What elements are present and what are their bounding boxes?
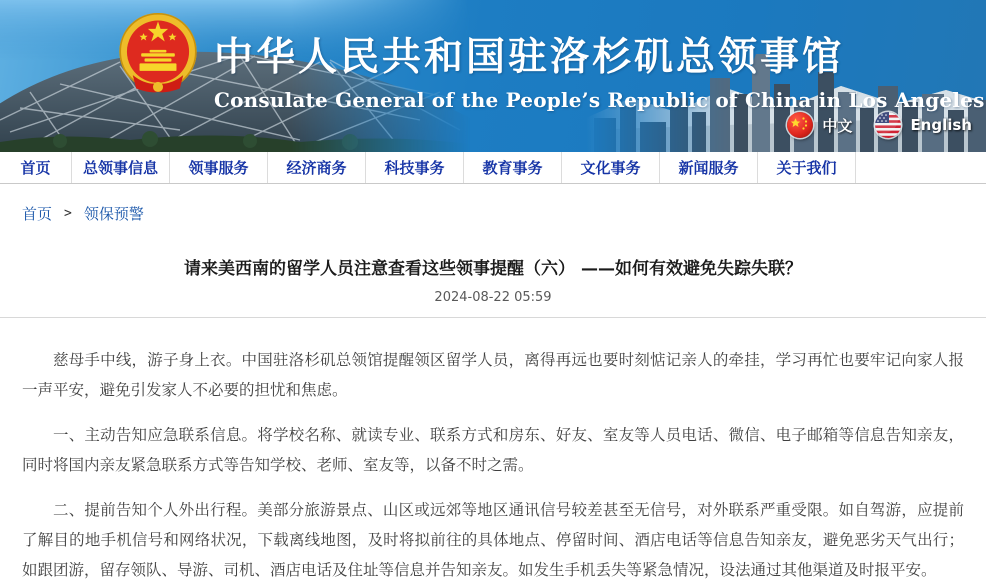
language-switch: [787, 112, 972, 138]
nav-filler: [856, 152, 986, 183]
china-flag-icon[interactable]: [787, 112, 813, 138]
nav-item-consular-services[interactable]: 领事服务: [170, 152, 268, 183]
nav-item-science-technology[interactable]: 科技事务: [366, 152, 464, 183]
consulate-title-en: Consulate General of the People’s Republic of China in Los Angeles: [214, 88, 985, 112]
site-header: [0, 0, 986, 152]
main-nav: [0, 152, 986, 184]
breadcrumb-current-link[interactable]: 领保预警: [83, 205, 144, 223]
nav-item-news[interactable]: 新闻服务: [660, 152, 758, 183]
lang-english-link[interactable]: English: [910, 116, 972, 134]
nav-item-culture[interactable]: 文化事务: [562, 152, 660, 183]
article-date: 2024-08-22 05:59: [434, 290, 552, 305]
nav-item-about-us[interactable]: 关于我们: [758, 152, 856, 183]
paragraph-tip-1: 一、主动告知应急联系信息。将学校名称、就读专业、联系方式和房东、好友、室友等人员电话、微信、电子邮箱等信息告知亲友，同时将国内亲友紧急联系方式等告知学校、老师、室友等，以备不时之需。: [22, 426, 964, 474]
nav-item-education[interactable]: 教育事务: [464, 152, 562, 183]
nav-item-home[interactable]: 首页: [0, 152, 72, 183]
nav-item-economic-commercial[interactable]: 经济商务: [268, 152, 366, 183]
article: [0, 241, 986, 585]
header-titles: [214, 26, 985, 112]
article-title: 请来美西南的留学人员注意查看这些领事提醒（六） ——如何有效避免失踪失联？: [184, 259, 802, 279]
china-national-emblem-icon: [116, 8, 200, 112]
title-divider: [0, 317, 986, 318]
breadcrumb: [0, 184, 986, 241]
usa-flag-icon[interactable]: [875, 112, 901, 138]
paragraph-tip-2: 二、提前告知个人外出行程。美部分旅游景点、山区或远郊等地区通讯信号较差甚至无信号，对外联系严重受限。如自驾游，应提前了解目的地手机信号和网络状况，下载离线地图，及时将拟前往的具体地点、停留时间、酒店电话等信息告知亲友，避免恶劣天气出行；如跟团游，留存领队、导游、司机、酒店电话及住址等信息并告知亲友。如发生手机丢失等紧急情况，设法通过其他渠道及时报平安。: [22, 501, 964, 579]
breadcrumb-home-link[interactable]: 首页: [22, 205, 53, 223]
lang-chinese-link[interactable]: 中文: [822, 116, 853, 135]
nav-item-consul-general-info[interactable]: 总领事信息: [72, 152, 170, 183]
consulate-title-cn: 中华人民共和国驻洛杉矶总领事馆: [214, 34, 845, 80]
breadcrumb-separator-icon: >: [64, 206, 72, 221]
paragraph-intro: 慈母手中线，游子身上衣。中国驻洛杉矶总领馆提醒领区留学人员，离得再远也要时刻惦记亲人的牵挂，学习再忙也要牢记向家人报一声平安，避免引发家人不必要的担忧和焦虑。: [22, 351, 964, 399]
article-body: [0, 322, 986, 585]
